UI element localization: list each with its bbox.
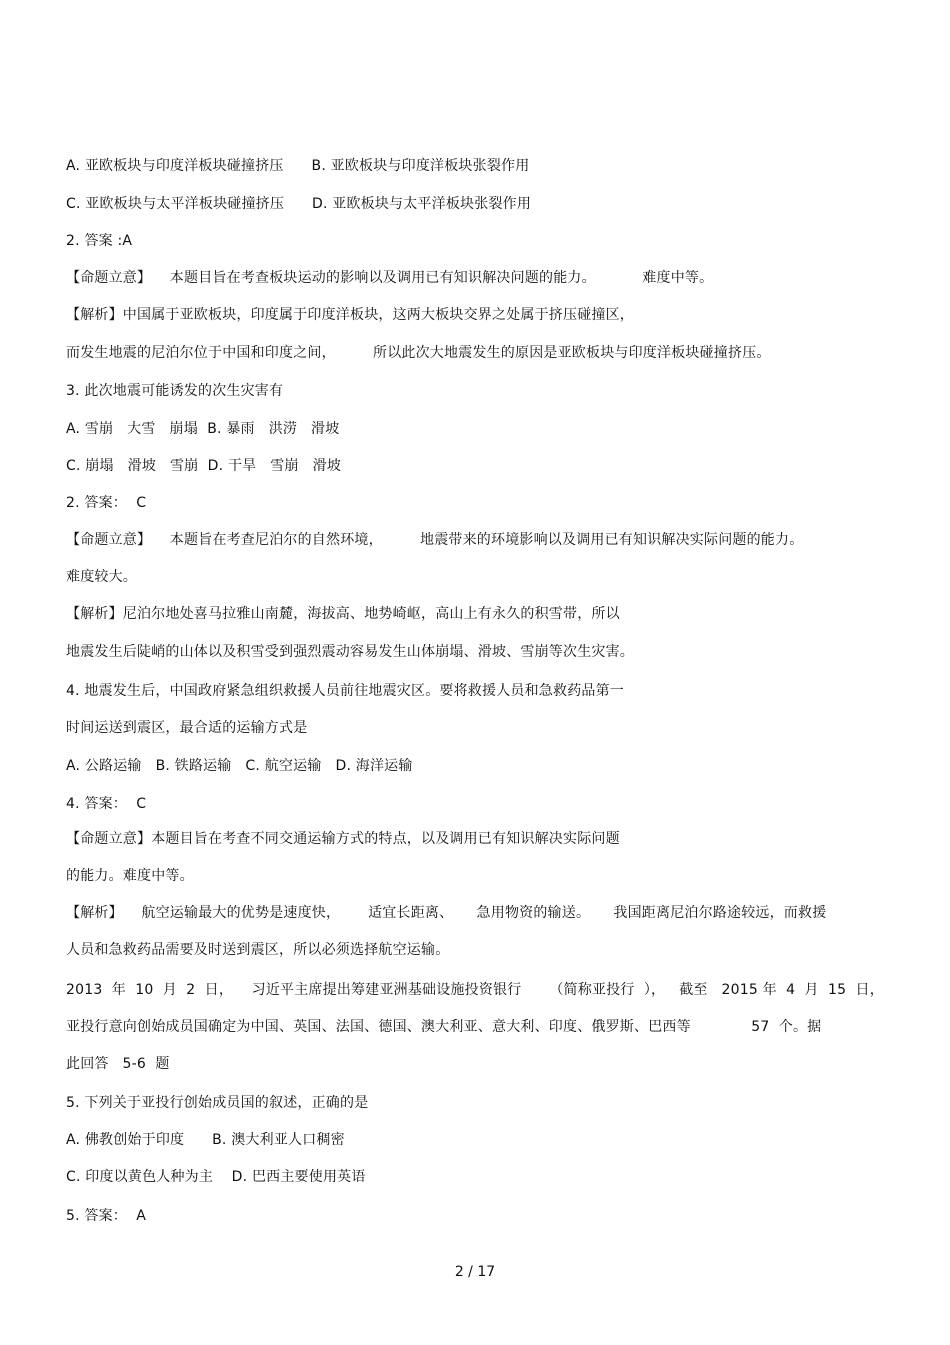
question-line: 5. 下列关于亚投行创始成员国的叙述，正确的是	[66, 1095, 369, 1111]
option-line: A. 公路运输 B. 铁路运输 C. 航空运输 D. 海洋运输	[66, 758, 413, 774]
option-line: C. 印度以黄色人种为主 D. 巴西主要使用英语	[66, 1169, 366, 1185]
intent-line: 【命题立意】本题目旨在考查不同交通运输方式的特点，以及调用已有知识解决实际问题	[66, 831, 620, 847]
option-line: C. 崩塌 滑坡 雪崩 D. 干旱 雪崩 滑坡	[66, 458, 342, 474]
passage-line: 2013 年 10 月 2 日， 习近平主席提出筹建亚洲基础设施投资银行 （简称亚投行 ）， 截至 2015 年 4 月 15 日，	[66, 982, 884, 998]
page-number: 2 / 17	[454, 1264, 496, 1280]
analysis-line: 【解析】中国属于亚欧板块，印度属于印度洋板块，这两大板块交界之处属于挤压碰撞区，	[66, 307, 634, 323]
intent-line: 【命题立意】 本题旨在考查尼泊尔的自然环境， 地震带来的环境影响以及调用已有知识解决实际问题的能力。	[66, 532, 804, 548]
question-line: 时间运送到震区，最合适的运输方式是	[66, 720, 308, 736]
analysis-line: 【解析】尼泊尔地处喜马拉雅山南麓，海拔高、地势崎岖，高山上有永久的积雪带，所以	[66, 606, 620, 622]
passage-line: 亚投行意向创始成员国确定为中国、英国、法国、德国、澳大利亚、意大利、印度、俄罗斯、巴西等 57 个。据	[66, 1019, 822, 1035]
intent-line: 的能力。难度中等。	[66, 868, 194, 884]
answer-line: 5. 答案： A	[66, 1208, 147, 1224]
answer-line: 2. 答案： C	[66, 495, 147, 511]
analysis-line: 而发生地震的尼泊尔位于中国和印度之间， 所以此次大地震发生的原因是亚欧板块与印度洋板块碰撞挤压。	[66, 345, 771, 361]
option-line: C. 亚欧板块与太平洋板块碰撞挤压 D. 亚欧板块与太平洋板块张裂作用	[66, 196, 532, 212]
analysis-line: 人员和急救药品需要及时送到震区，所以必须选择航空运输。	[66, 942, 450, 958]
analysis-line: 地震发生后陡峭的山体以及积雪受到强烈震动容易发生山体崩塌、滑坡、雪崩等次生灾害。	[66, 644, 634, 660]
option-line: A. 雪崩 大雪 崩塌 B. 暴雨 洪涝 滑坡	[66, 421, 340, 437]
passage-line: 此回答 5-6 题	[66, 1056, 170, 1072]
question-line: 4. 地震发生后，中国政府紧急组织救援人员前往地震灾区。要将救援人员和急救药品第一	[66, 683, 625, 699]
analysis-line: 【解析】 航空运输最大的优势是速度快， 适宜长距离、 急用物资的输送。 我国距离尼泊尔路途较远，而救援	[66, 905, 827, 921]
answer-line: 2. 答案 :A	[66, 233, 133, 249]
option-line: A. 亚欧板块与印度洋板块碰撞挤压 B. 亚欧板块与印度洋板块张裂作用	[66, 158, 530, 174]
option-line: A. 佛教创始于印度 B. 澳大利亚人口稠密	[66, 1132, 345, 1148]
answer-line: 4. 答案： C	[66, 796, 147, 812]
intent-line: 【命题立意】 本题目旨在考查板块运动的影响以及调用已有知识解决问题的能力。 难度中等。	[66, 270, 714, 286]
intent-line: 难度较大。	[66, 569, 137, 585]
question-line: 3. 此次地震可能诱发的次生灾害有	[66, 383, 284, 399]
